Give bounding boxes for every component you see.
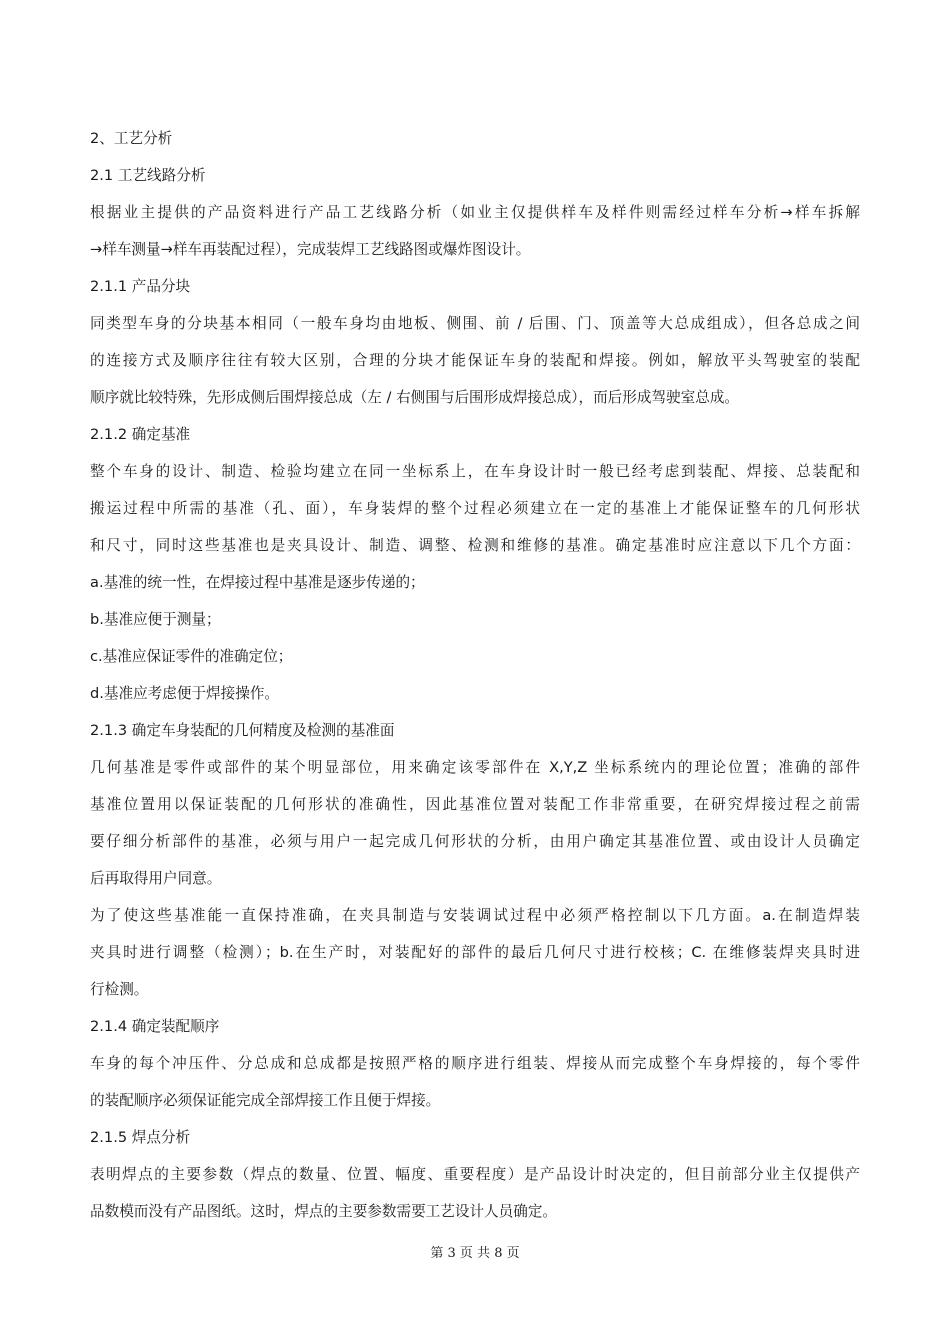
- text-line: 基准位置用以保证装配的几何形状的准确性，因此基准位置对装配工作非常重要，在研究焊接过程之前需: [90, 796, 860, 813]
- document-body: [90, 120, 860, 1230]
- text-line: 的连接方式及顺序往往有较大区别，合理的分块才能保证车身的装配和焊接。例如，解放平头驾驶室的装配: [90, 352, 860, 369]
- text-line: 车身的每个冲压件、分总成和总成都是按照严格的顺序进行组装、焊接从而完成整个车身焊接的，每个零件: [90, 1055, 860, 1072]
- text-line: 顺序就比较特殊，先形成侧后围焊接总成（左 / 右侧围与后围形成焊接总成），而后形成驾驶室总成。: [90, 389, 740, 406]
- text-line: 为了使这些基准能一直保持准确，在夹具制造与安装调试过程中必须严格控制以下几方面。a.在制造焊装: [90, 907, 860, 924]
- page-footer: 第 3 页 共 8 页: [430, 1246, 520, 1261]
- text-line: 根据业主提供的产品资料进行产品工艺线路分析（如业主仅提供样车及样件则需经过样车分析→样车拆解: [90, 204, 860, 221]
- text-line: 2.1 工艺线路分析: [90, 167, 206, 184]
- text-line: 要仔细分析部件的基准，必须与用户一起完成几何形状的分析，由用户确定其基准位置、或由设计人员确定: [90, 833, 860, 850]
- text-line: 搬运过程中所需的基准（孔、面），车身装焊的整个过程必须建立在一定的基准上才能保证整车的几何形状: [90, 500, 860, 517]
- text-line: 品数模而没有产品图纸。这时，焊点的主要参数需要工艺设计人员确定。: [90, 1203, 558, 1220]
- text-line: 表明焊点的主要参数（焊点的数量、位置、幅度、重要程度）是产品设计时决定的，但目前部分业主仅提供产: [90, 1166, 860, 1183]
- text-line: 和尺寸，同时这些基准也是夹具设计、制造、调整、检测和维修的基准。确定基准时应注意以下几个方面：: [90, 537, 860, 554]
- text-line: 2、工艺分析: [90, 130, 173, 147]
- text-line: 2.1.2 确定基准: [90, 426, 191, 443]
- text-line: 行检测。: [90, 981, 149, 998]
- text-line: 2.1.5 焊点分析: [90, 1129, 191, 1146]
- text-line: a.基准的统一性，在焊接过程中基准是逐步传递的；: [90, 574, 425, 591]
- text-line: →样车测量→样车再装配过程），完成装焊工艺线路图或爆炸图设计。: [90, 241, 531, 258]
- text-line: d.基准应考虑便于焊接操作。: [90, 685, 280, 702]
- text-line: 2.1.4 确定装配顺序: [90, 1018, 220, 1035]
- text-line: 几何基准是零件或部件的某个明显部位，用来确定该零部件在 X,Y,Z 坐标系统内的理论位置；准确的部件: [90, 759, 860, 776]
- text-line: b.基准应便于测量；: [90, 611, 221, 628]
- text-line: c.基准应保证零件的准确定位；: [90, 648, 293, 665]
- text-line: 夹具时进行调整（检测）；b.在生产时，对装配好的部件的最后几何尺寸进行校核；C. 在维修装焊夹具时进: [90, 944, 860, 961]
- text-line: 整个车身的设计、制造、检验均建立在同一坐标系上，在车身设计时一般已经考虑到装配、焊接、总装配和: [90, 463, 860, 480]
- text-line: 后再取得用户同意。: [90, 870, 222, 887]
- text-line: 同类型车身的分块基本相同（一般车身均由地板、侧围、前 / 后围、门、顶盖等大总成组成），但各总成之间: [90, 315, 860, 332]
- text-line: 2.1.3 确定车身装配的几何精度及检测的基准面: [90, 722, 395, 739]
- text-line: 2.1.1 产品分块: [90, 278, 191, 295]
- text-line: 的装配顺序必须保证能完成全部焊接工作且便于焊接。: [90, 1092, 441, 1109]
